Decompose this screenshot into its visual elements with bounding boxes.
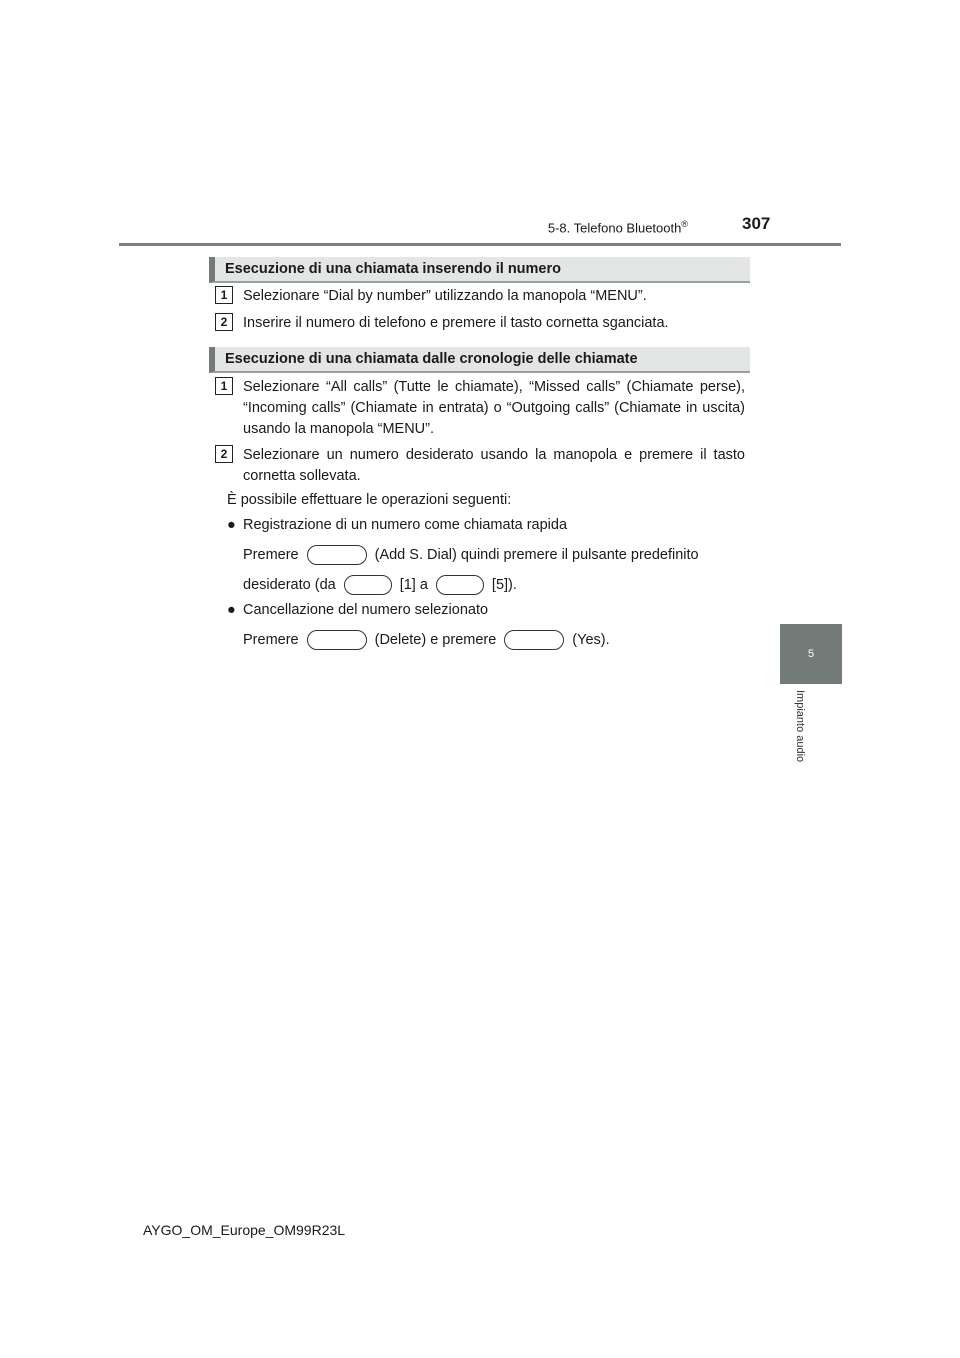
section-heading-dial-number: Esecuzione di una chiamata inserendo il numero — [209, 257, 750, 283]
step-number-2: 2 — [215, 445, 233, 463]
step-number-1: 1 — [215, 286, 233, 304]
preset-5-button-icon — [436, 575, 484, 595]
page-number: 307 — [742, 214, 771, 233]
step-number-2: 2 — [215, 313, 233, 331]
header-section-title: 5-8. Telefono Bluetooth® — [547, 219, 688, 236]
header-rule — [119, 243, 841, 246]
delete-button-icon — [307, 630, 367, 650]
step-text: Selezionare “Dial by number” utilizzando la manopola “MENU”. — [243, 288, 647, 304]
step-text: Inserire il numero di telefono e premere il tasto cornetta sganciata. — [243, 315, 669, 331]
instruction-line: desiderato (da [1] a [5]). — [243, 572, 745, 598]
chapter-tab: 5 — [780, 624, 842, 684]
operations-intro: È possibile effettuare le operazioni seguenti: — [227, 492, 512, 508]
footer-doc-id: AYGO_OM_Europe_OM99R23L — [143, 1222, 346, 1238]
list-item: ● Cancellazione del numero selezionato — [227, 600, 745, 621]
yes-button-icon — [504, 630, 564, 650]
step-text: Selezionare un numero desiderato usando la manopola e premere il tasto cornetta sollevata. — [243, 447, 745, 484]
bullet-icon: ● — [227, 517, 236, 533]
bullet-icon: ● — [227, 602, 236, 618]
step-number-1: 1 — [215, 377, 233, 395]
preset-1-button-icon — [344, 575, 392, 595]
instruction-line: Premere (Delete) e premere (Yes). — [243, 627, 745, 653]
section-heading-call-history: Esecuzione di una chiamata dalle cronologie delle chiamate — [209, 347, 750, 373]
instruction-line: Premere (Add S. Dial) quindi premere il pulsante predefinito — [243, 542, 745, 568]
list-item: ● Registrazione di un numero come chiamata rapida — [227, 515, 745, 536]
chapter-label: Impianto audio — [794, 690, 806, 763]
step-text: Selezionare “All calls” (Tutte le chiamate), “Missed calls” (Chiamate perse), “Incoming calls” (Chiamate in entrata) o “Outgoing calls” (Chiamate in uscita) usando la manopola “MENU”. — [243, 379, 745, 437]
add-speed-dial-button-icon — [307, 545, 367, 565]
